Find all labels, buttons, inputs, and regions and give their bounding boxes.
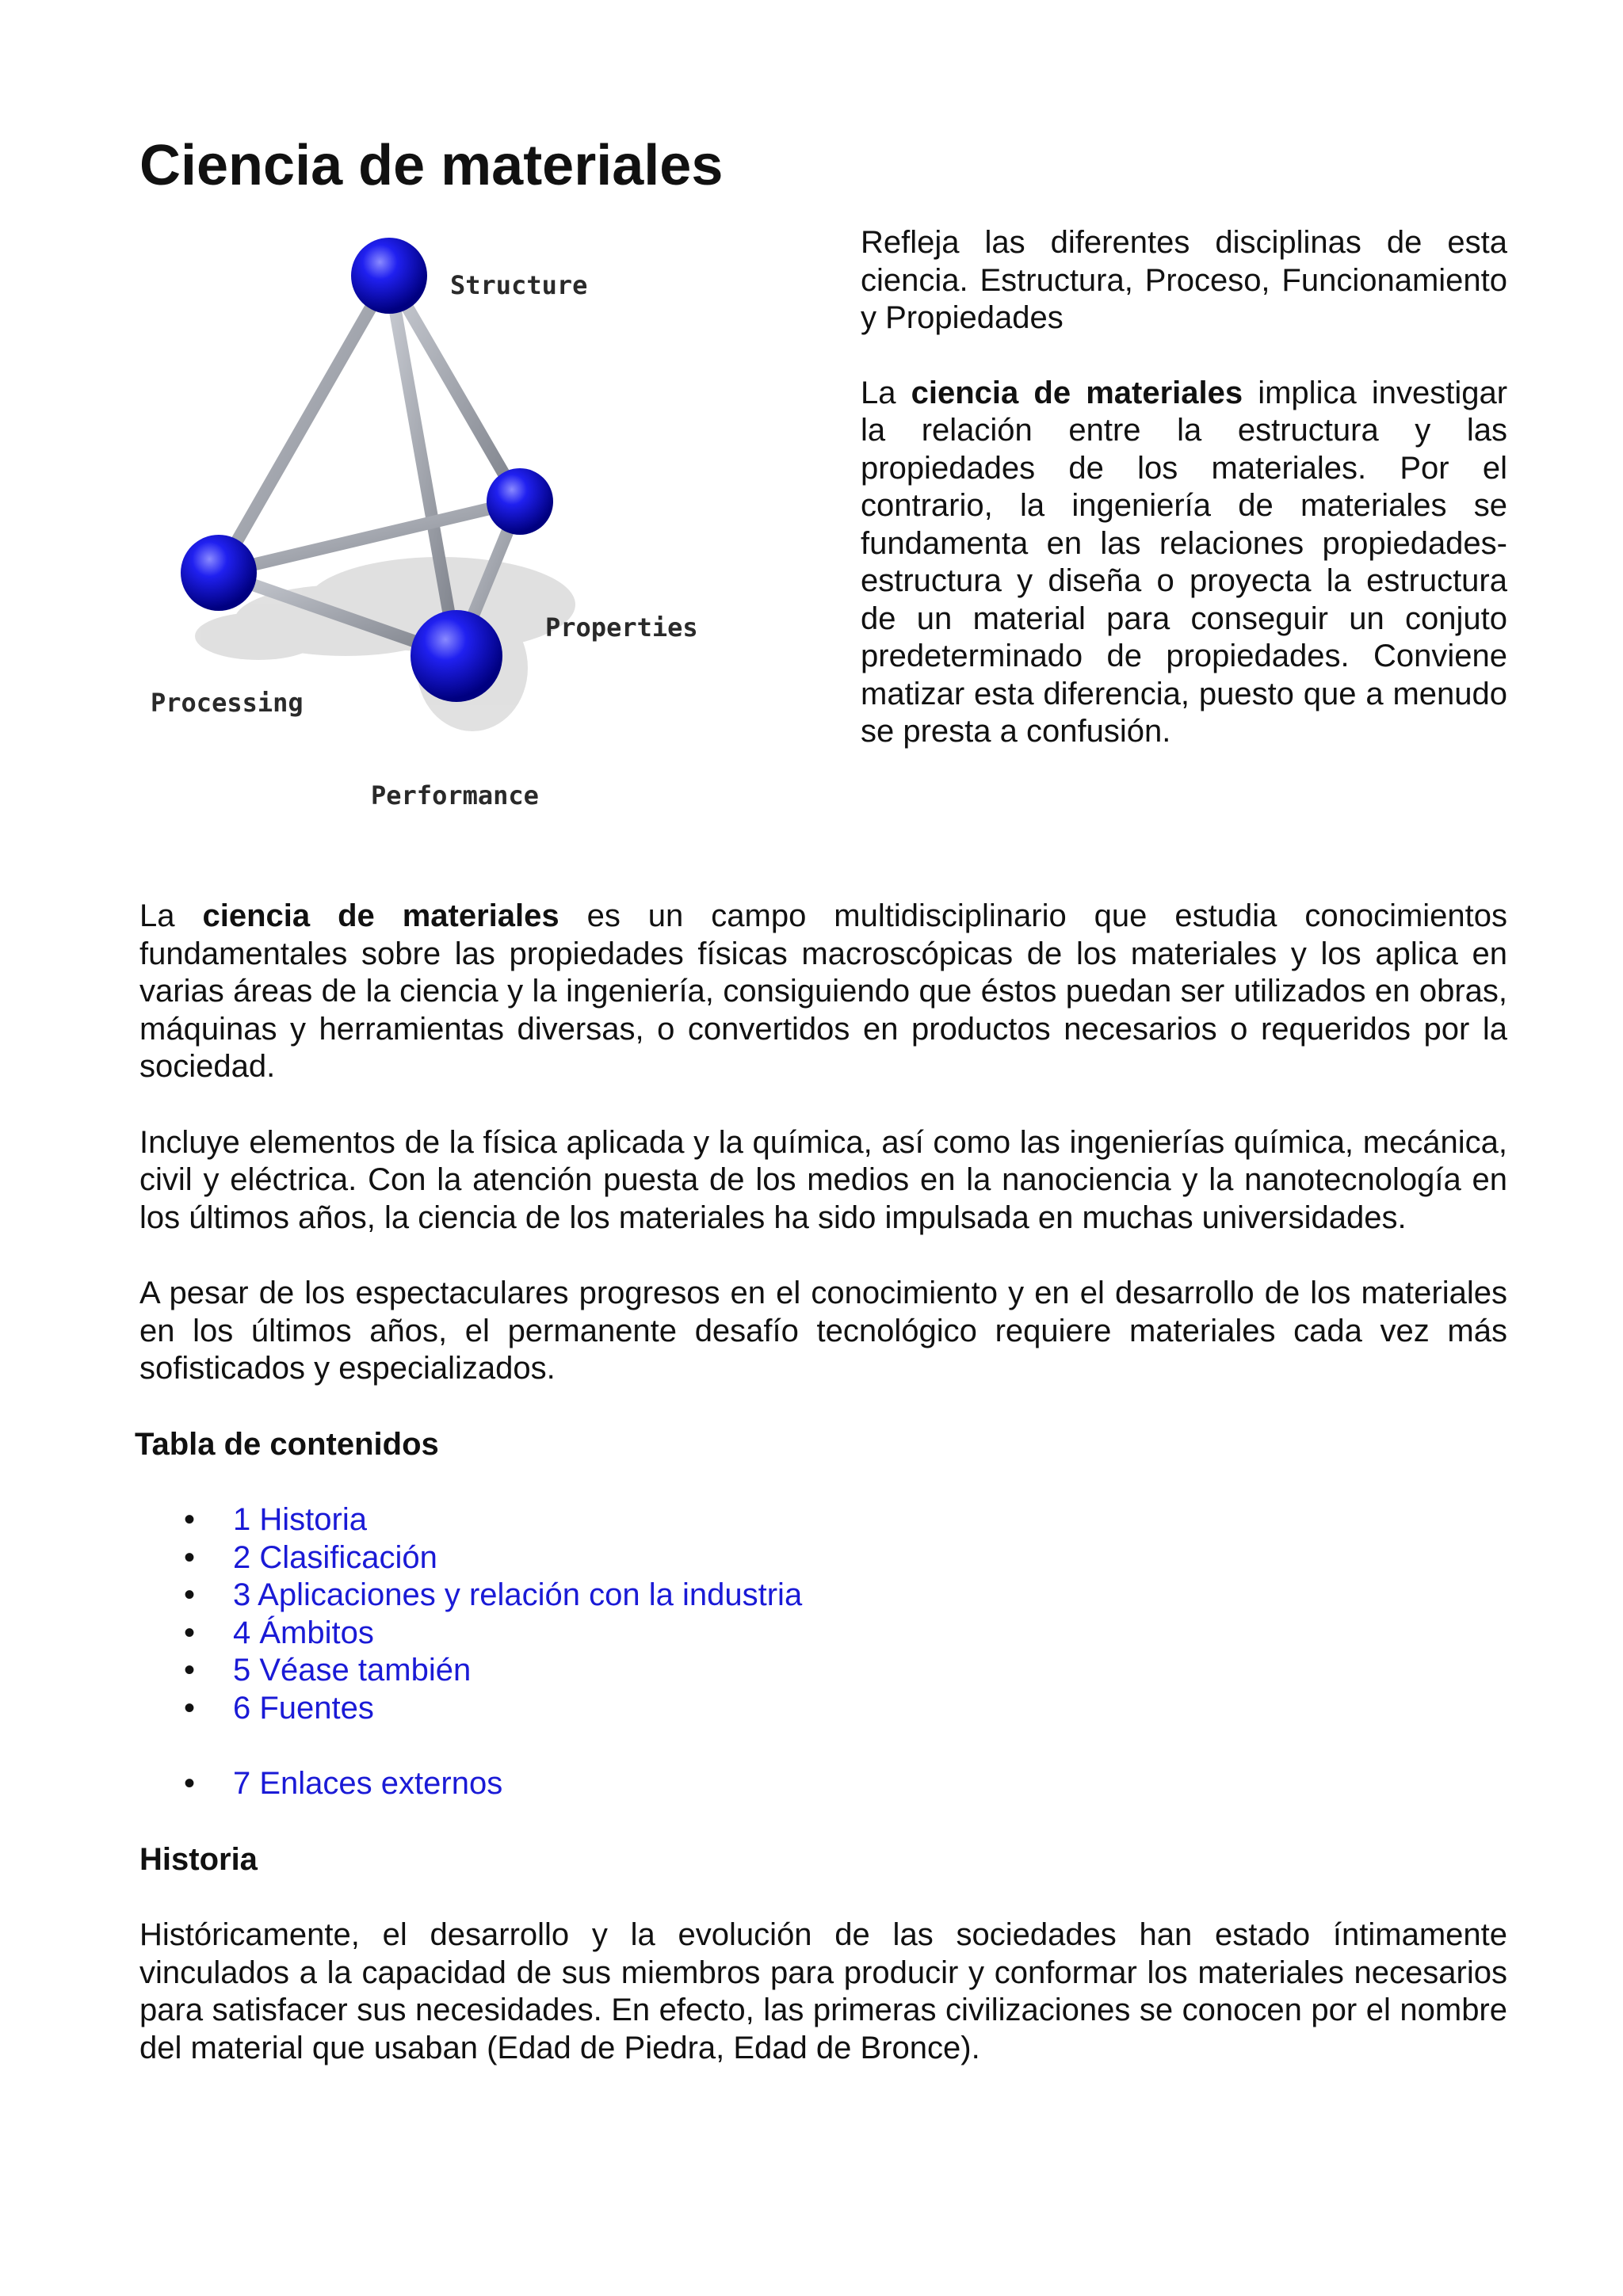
caption-p2-lead: La xyxy=(861,375,911,410)
caption-paragraph-1: Refleja las diferentes disciplinas de esta ciencia. Estructura, Proceso, Funcionamiento y Propiedades xyxy=(861,225,1507,336)
page-title: Ciencia de materiales xyxy=(139,134,724,197)
bullet-icon: • xyxy=(184,1502,196,1538)
toc-item xyxy=(139,1765,1507,1803)
toc-link-historia[interactable]: 1 Historia xyxy=(233,1502,367,1538)
toc-link-ambitos[interactable]: 4 Ámbitos xyxy=(233,1615,374,1650)
rod-structure-processing xyxy=(219,276,389,573)
toc-item xyxy=(139,1577,1507,1615)
toc-link-fuentes[interactable]: 6 Fuentes xyxy=(233,1690,374,1726)
caption-p2-bold: ciencia de materiales xyxy=(911,375,1243,410)
sphere-structure xyxy=(351,238,427,314)
intro-p1-lead: La xyxy=(139,898,203,934)
intro-paragraph-2: Incluye elementos de la física aplicada y la química, así como las ingenierías química, mecánica, civil y eléctrica. Con la atención puesta de los medios en la nanociencia y la nanotecnología en los últimos años, la ciencia de los materiales ha sido impulsada en muchas universidades. xyxy=(139,1124,1507,1235)
toc-item xyxy=(139,1690,1507,1728)
label-processing: Processing xyxy=(151,688,304,719)
bullet-icon: • xyxy=(184,1615,196,1650)
bullet-icon: • xyxy=(184,1539,196,1575)
historia-paragraph-1: Históricamente, el desarrollo y la evolución de las sociedades han estado íntimamente vinculados a la capacidad de sus miembros para producir y conformar los materiales necesarios para satisfacer sus necesidades. En efecto, las primeras civilizaciones se conocen por el nombre del material que usaban (Edad de Piedra, Edad de Bronce). xyxy=(139,1917,1507,2065)
section-heading-historia: Historia xyxy=(139,1841,258,1877)
toc-item xyxy=(139,1615,1507,1653)
toc-link-aplicaciones[interactable]: 3 Aplicaciones y relación con la industria xyxy=(233,1577,803,1613)
toc-item xyxy=(139,1539,1507,1577)
toc-title: Tabla de contenidos xyxy=(135,1426,439,1462)
toc-item xyxy=(139,1501,1507,1539)
figure-caption xyxy=(861,224,1507,788)
materials-tetrahedron-figure xyxy=(139,224,742,834)
table-of-contents xyxy=(139,1501,1507,1803)
intro-p1-bold: ciencia de materiales xyxy=(202,898,559,934)
label-properties: Properties xyxy=(545,612,698,643)
intro-paragraph-3: A pesar de los espectaculares progresos en el conocimiento y en el desarrollo de los materiales en los últimos años, el permanente desafío tecnológico requiere materiales cada vez más sofisticados y especializados. xyxy=(139,1276,1507,1386)
intro-p1-rest: es un campo multidisciplinario que estudia conocimientos fundamentales sobre las propiedades físicas macroscópicas de los materiales y los aplica en varias áreas de la ciencia y la ingeniería, consiguiendo que éstos puedan ser utilizados en obras, máquinas y herramientas diversas, o convertidos en productos necesarios o requeridos por la sociedad. xyxy=(139,898,1508,1085)
label-performance: Performance xyxy=(371,780,539,811)
tetrahedron-diagram xyxy=(139,224,742,834)
figure-section xyxy=(139,224,1507,898)
sphere-processing xyxy=(181,535,257,611)
caption-paragraph-2 xyxy=(861,375,1507,751)
sphere-performance xyxy=(411,610,502,702)
intro-paragraph-1 xyxy=(139,898,1507,1086)
caption-p2-rest: implica investigar la relación entre la estructura y las propiedades de los materiales. Por el contrario, la ingeniería de materiales se fundamenta en las relaciones propiedades-estructura y diseña o proyecta la estructura de un material para conseguir un conjuto predeterminado de propiedades. Conviene matizar esta diferencia, puesto que a menudo se presta a confusión. xyxy=(861,375,1508,749)
bullet-icon: • xyxy=(184,1766,196,1802)
toc-link-vease-tambien[interactable]: 5 Véase también xyxy=(233,1653,472,1688)
toc-item xyxy=(139,1652,1507,1690)
document-page xyxy=(135,134,1508,2067)
label-structure: Structure xyxy=(450,270,588,301)
toc-link-enlaces-externos[interactable]: 7 Enlaces externos xyxy=(233,1766,503,1802)
bullet-icon: • xyxy=(184,1577,196,1613)
toc-link-clasificacion[interactable]: 2 Clasificación xyxy=(233,1539,437,1575)
bullet-icon: • xyxy=(184,1653,196,1688)
bullet-icon: • xyxy=(184,1690,196,1726)
sphere-properties xyxy=(487,468,553,535)
